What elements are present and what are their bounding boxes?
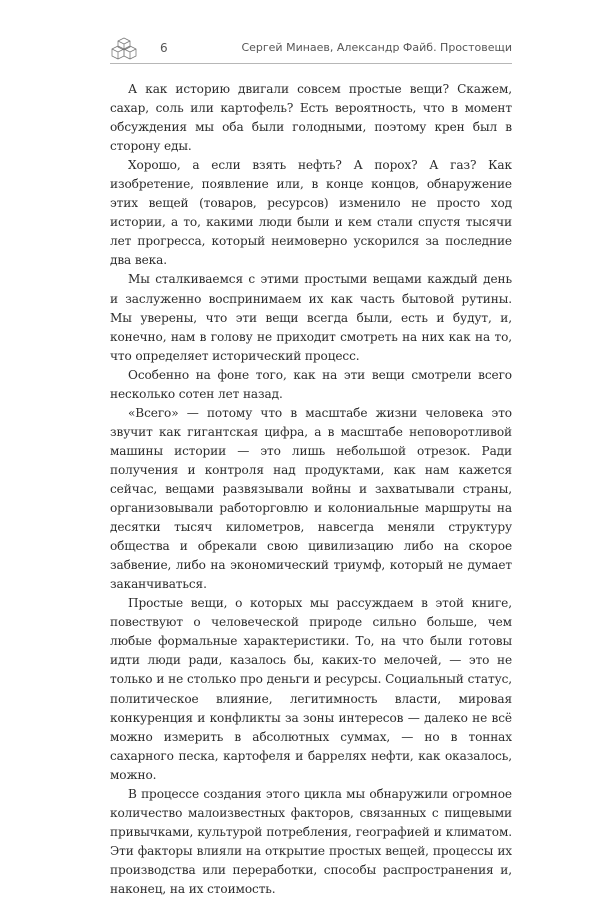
- paragraph: В процессе создания этого цикла мы обнаружили огромное количество малоизвестных факторов, связанных с пищевыми привычками, культурой потребления, географией и климатом. Эти факторы влияли на открытие простых вещей, процессы их производства или переработки, способы распространения и, наконец, на их стоимость.: [110, 786, 512, 896]
- header-divider: [110, 63, 512, 64]
- paragraph: А как историю двигали совсем простые вещи? Скажем, сахар, соль или картофель? Есть вероятность, что в момент обсуждения мы оба были голодными, поэтому крен был в сторону еды.: [110, 82, 512, 154]
- page-header: [110, 36, 512, 60]
- paragraph: Мы сталкиваемся с этими простыми вещами каждый день и заслуженно воспринимаем их как часть бытовой рутины. Мы уверены, что эти вещи всегда были, есть и будут, и, конечно, нам в голову не приходит смотреть на них как на то, что определяет исторический процесс.: [110, 272, 512, 363]
- page-number: 6: [160, 41, 168, 55]
- stacked-cubes-icon: [110, 36, 138, 60]
- running-title: Сергей Минаев, Александр Файб. Простовещи: [241, 41, 512, 54]
- main-text: [110, 80, 512, 899]
- paragraph: Простые вещи, о которых мы рассуждаем в этой книге, повествуют о человеческой природе сильно больше, чем любые формальные характеристики. То, на что были готовы идти люди ради, казалось бы, каких-то мелочей, — это не только и не столько про деньги и ресурсы. Социальный статус, политическое влияние, легитимность власти, мировая конкуренция и конфликты за зоны интересов — далеко не всё можно измерить в абсолютных суммах, — но в тоннах сахарного песка, картофеля и баррелях нефти, как оказалось, можно.: [110, 596, 512, 782]
- paragraph: Особенно на фоне того, как на эти вещи смотрели всего несколько сотен лет назад.: [110, 367, 512, 401]
- paragraph: Хорошо, а если взять нефть? А порох? А газ? Как изобретение, появление или, в конце концов, обнаружение этих вещей (товаров, ресурсов) изменило не просто ход истории, а то, какими люди были и кем стали спустя тысячи лет прогресса, который неимоверно ускорился за последние два века.: [110, 158, 512, 268]
- paragraph: «Всего» — потому что в масштабе жизни человека это звучит как гигантская цифра, а в масштабе неповоротливой машины истории — это лишь небольшой отрезок. Ради получения и контроля над продуктами, как нам кажется сейчас, вещами развязывали войны и захватывали страны, организовывали работорговлю и колониальные маршруты на десятки тысяч километров, навсегда меняли структуру общества и обрекали свою цивилизацию либо на скорое забвение, либо на экономический триумф, который не думает заканчиваться.: [110, 405, 512, 592]
